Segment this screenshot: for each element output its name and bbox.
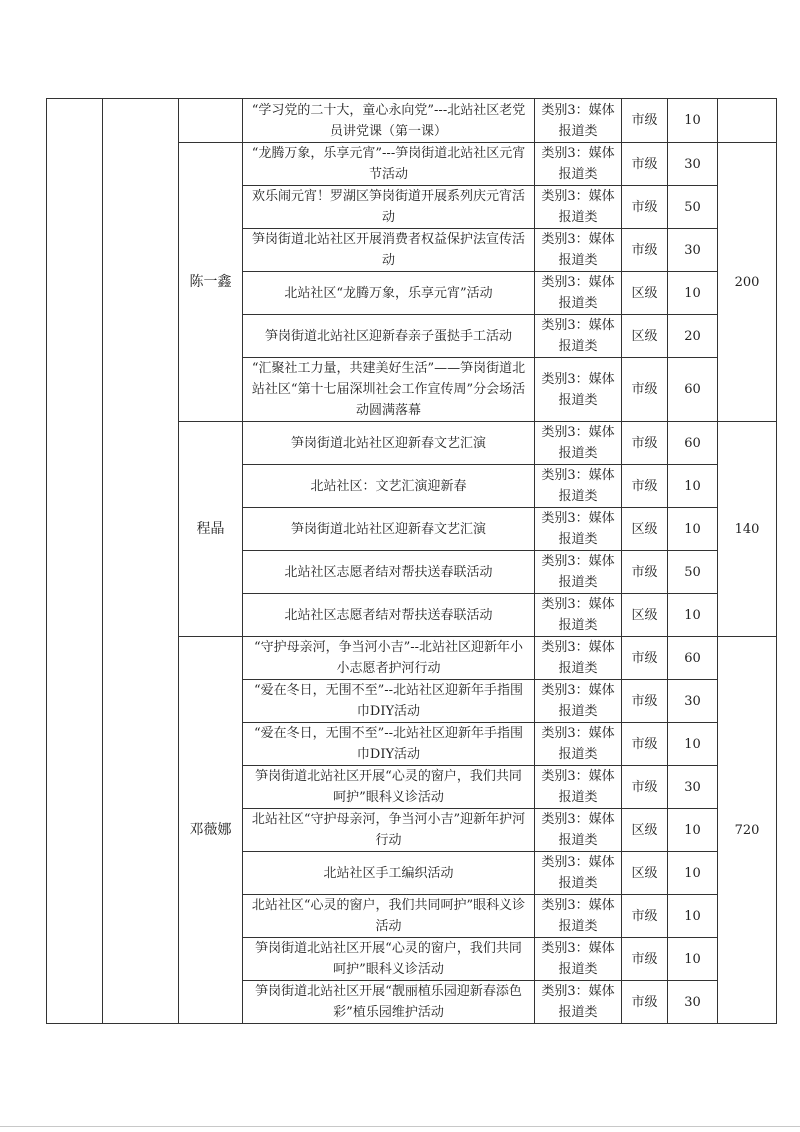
category-cell: 类别3：媒体报道类 [535,229,622,272]
level-cell: 市级 [622,680,668,723]
score-cell: 10 [668,465,718,508]
activity-cell: 北站社区志愿者结对帮扶送春联活动 [243,551,535,594]
score-cell: 10 [668,508,718,551]
score-cell: 50 [668,551,718,594]
level-cell: 市级 [622,981,668,1024]
score-cell: 60 [668,358,718,422]
score-cell: 10 [668,852,718,895]
category-cell: 类别3：媒体报道类 [535,594,622,637]
level-cell: 区级 [622,508,668,551]
activity-cell: 北站社区“守护母亲河，争当河小吉”迎新年护河行动 [243,809,535,852]
score-cell: 10 [668,594,718,637]
score-cell: 30 [668,981,718,1024]
total-score-cell: 140 [718,422,777,637]
activity-cell: 笋岗街道北站社区开展消费者权益保护法宣传活动 [243,229,535,272]
person-name-cell: 陈一鑫 [179,143,243,422]
level-cell: 市级 [622,637,668,680]
category-cell: 类别3：媒体报道类 [535,809,622,852]
score-cell: 10 [668,809,718,852]
activity-cell: “学习党的二十大，童心永向党”---北站社区老党员讲党课（第一课） [243,99,535,143]
level-cell: 市级 [622,723,668,766]
score-cell: 30 [668,143,718,186]
activity-cell: 笋岗街道北站社区开展“心灵的窗户，我们共同呵护”眼科义诊活动 [243,766,535,809]
activity-cell: 北站社区“心灵的窗户，我们共同呵护”眼科义诊活动 [243,895,535,938]
total-score-cell: 720 [718,637,777,1024]
score-cell: 50 [668,186,718,229]
person-name-cell: 程晶 [179,422,243,637]
category-cell: 类别3：媒体报道类 [535,551,622,594]
activity-cell: “爱在冬日，无围不至”--北站社区迎新年手指围巾DIY活动 [243,723,535,766]
category-cell: 类别3：媒体报道类 [535,99,622,143]
activity-cell: “汇聚社工力量，共建美好生活”——笋岗街道北站社区“第十七届深圳社会工作宣传周”分会场活动圆满落幕 [243,358,535,422]
category-cell: 类别3：媒体报道类 [535,358,622,422]
activity-cell: 笋岗街道北站社区迎新春文艺汇演 [243,422,535,465]
total-score-cell [718,99,777,143]
category-cell: 类别3：媒体报道类 [535,508,622,551]
category-cell: 类别3：媒体报道类 [535,938,622,981]
score-cell: 30 [668,229,718,272]
score-cell: 30 [668,766,718,809]
level-cell: 市级 [622,143,668,186]
activity-cell: 北站社区手工编织活动 [243,852,535,895]
level-cell: 市级 [622,938,668,981]
score-cell: 30 [668,680,718,723]
activity-cell: 笋岗街道北站社区开展“心灵的窗户，我们共同呵护”眼科义诊活动 [243,938,535,981]
category-cell: 类别3：媒体报道类 [535,895,622,938]
level-cell: 区级 [622,272,668,315]
score-cell: 10 [668,895,718,938]
score-cell: 60 [668,637,718,680]
category-cell: 类别3：媒体报道类 [535,143,622,186]
score-cell: 20 [668,315,718,358]
table-body [47,99,777,1024]
table-row [47,99,777,143]
score-cell: 60 [668,422,718,465]
level-cell: 市级 [622,422,668,465]
score-cell: 10 [668,99,718,143]
activity-cell: 北站社区志愿者结对帮扶送春联活动 [243,594,535,637]
activity-cell: 笋岗街道北站社区开展“靓丽植乐园迎新春添色彩”植乐园维护活动 [243,981,535,1024]
activity-cell: 笋岗街道北站社区迎新春亲子蛋挞手工活动 [243,315,535,358]
activity-cell: “守护母亲河，争当河小吉”--北站社区迎新年小小志愿者护河行动 [243,637,535,680]
level-cell: 市级 [622,229,668,272]
level-cell: 市级 [622,895,668,938]
level-cell: 市级 [622,99,668,143]
category-cell: 类别3：媒体报道类 [535,186,622,229]
category-cell: 类别3：媒体报道类 [535,852,622,895]
level-cell: 市级 [622,465,668,508]
score-cell: 10 [668,938,718,981]
score-cell: 10 [668,723,718,766]
category-cell: 类别3：媒体报道类 [535,981,622,1024]
level-cell: 市级 [622,551,668,594]
category-cell: 类别3：媒体报道类 [535,422,622,465]
outer-blank-cell-2 [103,99,179,1024]
page-edge-line [0,1126,800,1127]
activity-cell: 欢乐闹元宵！罗湖区笋岗街道开展系列庆元宵活动 [243,186,535,229]
activity-cell: 笋岗街道北站社区迎新春文艺汇演 [243,508,535,551]
activity-cell: 北站社区：文艺汇演迎新春 [243,465,535,508]
outer-blank-cell-1 [47,99,103,1024]
level-cell: 市级 [622,186,668,229]
category-cell: 类别3：媒体报道类 [535,723,622,766]
person-name-cell: 邓薇娜 [179,637,243,1024]
level-cell: 市级 [622,766,668,809]
category-cell: 类别3：媒体报道类 [535,465,622,508]
level-cell: 区级 [622,315,668,358]
score-cell: 10 [668,272,718,315]
category-cell: 类别3：媒体报道类 [535,315,622,358]
activity-cell: 北站社区“龙腾万象，乐享元宵”活动 [243,272,535,315]
activity-cell: “龙腾万象，乐享元宵”---笋岗街道北站社区元宵节活动 [243,143,535,186]
total-score-cell: 200 [718,143,777,422]
level-cell: 区级 [622,809,668,852]
category-cell: 类别3：媒体报道类 [535,680,622,723]
media-report-table [46,98,777,1024]
category-cell: 类别3：媒体报道类 [535,766,622,809]
level-cell: 市级 [622,358,668,422]
category-cell: 类别3：媒体报道类 [535,637,622,680]
level-cell: 区级 [622,852,668,895]
person-name-cell [179,99,243,143]
activity-cell: “爱在冬日，无围不至”--北站社区迎新年手指围巾DIY活动 [243,680,535,723]
level-cell: 区级 [622,594,668,637]
category-cell: 类别3：媒体报道类 [535,272,622,315]
